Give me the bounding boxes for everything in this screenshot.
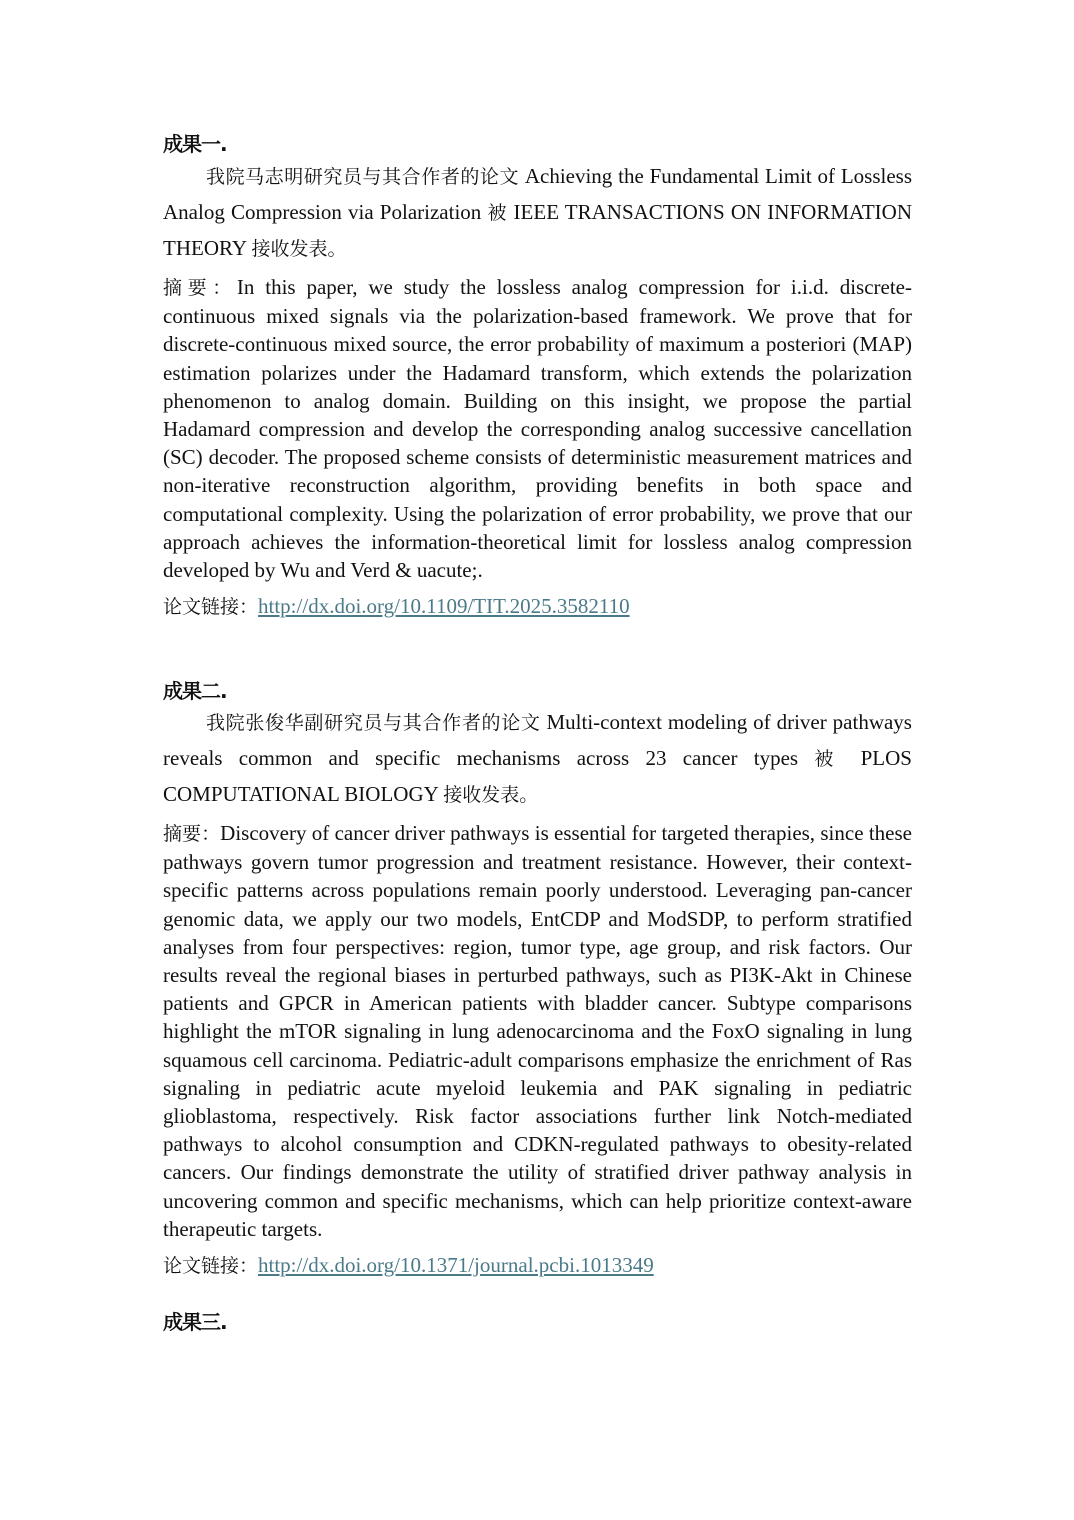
section-1-abstract-label: 摘要：: [163, 277, 237, 299]
section-2-link-line: [163, 1251, 654, 1280]
section-2-abstract-label: 摘要：: [163, 823, 221, 845]
section-1-intro-prefix: 我院马志明研究员与其合作者的论文: [206, 166, 520, 188]
section-1-doi-link[interactable]: http://dx.doi.org/10.1109/TIT.2025.3582110: [258, 594, 630, 618]
section-1-journal: IEEE TRANSACTIONS ON INFORMATION THEORY: [163, 200, 912, 260]
section-2-paper-title: Multi-context modeling of driver pathways reveals common and specific mechanisms across 23 cancer types: [163, 710, 912, 770]
section-2-doi-link[interactable]: http://dx.doi.org/10.1371/journal.pcbi.1013349: [258, 1253, 654, 1277]
section-1-link-label: 论文链接：: [163, 596, 259, 618]
section-2-bei: 被: [814, 748, 845, 770]
section-1-intro: [163, 159, 912, 267]
section-1-heading: 成果一.: [163, 132, 227, 156]
section-2-intro-prefix: 我院张俊华副研究员与其合作者的论文: [206, 712, 541, 734]
section-3-heading: 成果三.: [163, 1310, 227, 1334]
section-1-paper-title: Achieving the Fundamental Limit of Lossless Analog Compression via Polarization: [163, 164, 912, 224]
section-1-bei: 被: [487, 202, 508, 224]
section-2-abstract: [163, 819, 912, 1243]
section-1-link-line: [163, 592, 630, 621]
section-2-link-label: 论文链接：: [163, 1255, 259, 1277]
section-1-intro-suffix: 接收发表。: [251, 238, 347, 260]
section-1-abstract: [163, 273, 912, 584]
section-2-abstract-text: Discovery of cancer driver pathways is essential for targeted therapies, since these pathways govern tumor progression and treatment resistance. However, their context-specific patterns across populations remain poorly understood. Leveraging pan-cancer genomic data, we apply our two models, EntCDP and ModSDP, to perform stratified analyses from four perspectives: region, tumor type, age group, and risk factors. Our results reveal the regional biases in perturbed pathways, such as PI3K-Akt in Chinese patients and GPCR in American patients with bladder cancer. Subtype comparisons highlight the mTOR signaling in lung adenocarcinoma and the FoxO signaling in lung squamous cell carcinoma. Pediatric-adult comparisons emphasize the enrichment of Ras signaling in pediatric acute myeloid leukemia and PAK signaling in pediatric glioblastoma, respectively. Risk factor associations further link Notch-mediated pathways to alcohol consumption and CDKN-regulated pathways to obesity-related cancers. Our findings demonstrate the utility of stratified driver pathway analysis in uncovering common and specific mechanisms, which can help prioritize context-aware therapeutic targets.: [163, 821, 912, 1241]
section-2-heading: 成果二.: [163, 679, 227, 703]
section-2-intro: [163, 705, 912, 813]
section-2-journal: PLOS COMPUTATIONAL BIOLOGY: [163, 746, 912, 806]
section-2-intro-suffix: 接收发表。: [443, 784, 539, 806]
section-1-abstract-text: In this paper, we study the lossless analog compression for i.i.d. discrete-continuous mixed signals via the polarization-based framework. We prove that for discrete-continuous mixed source, the error probability of maximum a posteriori (MAP) estimation polarizes under the Hadamard transform, which extends the polarization phenomenon to analog domain. Building on this insight, we propose the partial Hadamard compression and develop the corresponding analog successive cancellation (SC) decoder. The proposed scheme consists of deterministic measurement matrices and non-iterative reconstruction algorithm, providing benefits in both space and computational complexity. Using the polarization of error probability, we prove that our approach achieves the information-theoretical limit for lossless analog compression developed by Wu and Verd & uacute;.: [163, 275, 912, 583]
